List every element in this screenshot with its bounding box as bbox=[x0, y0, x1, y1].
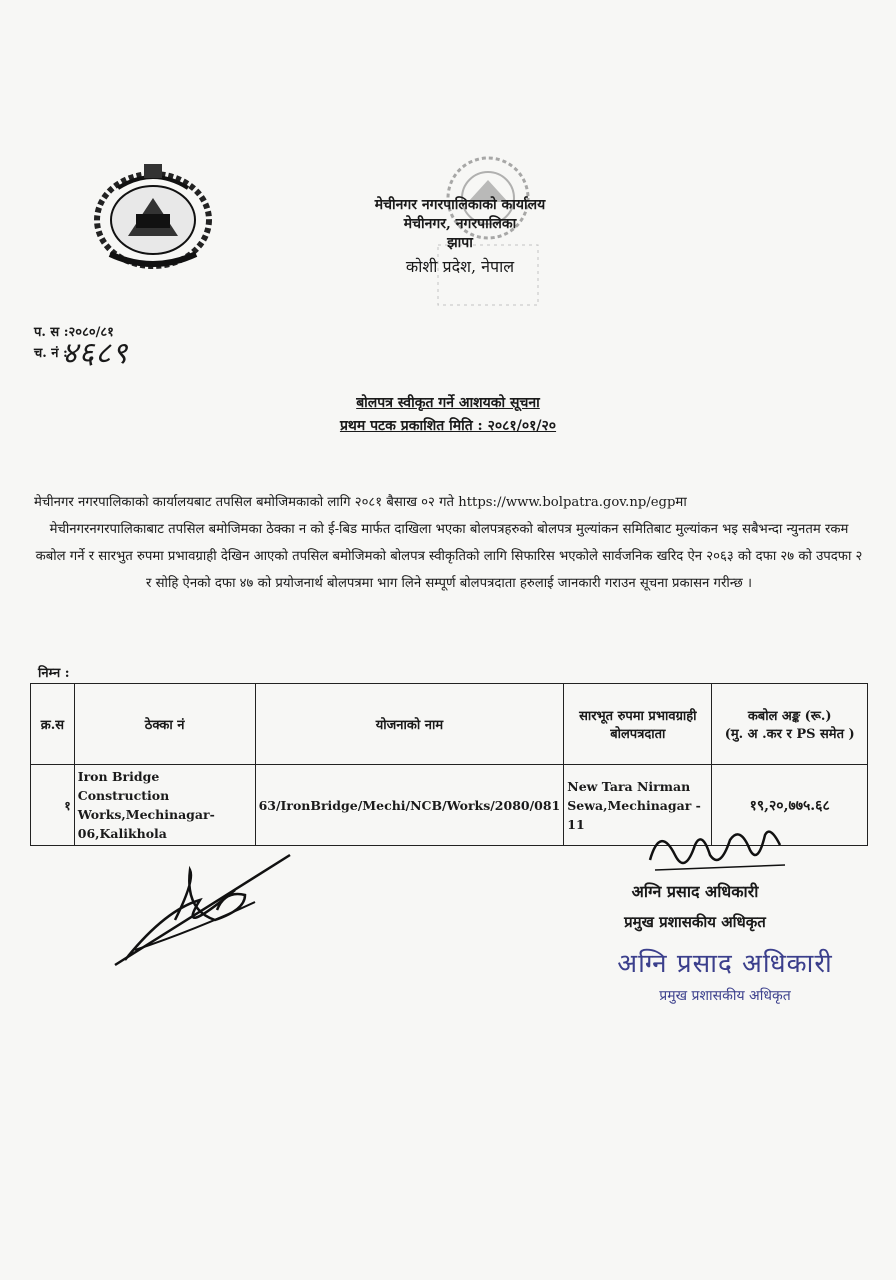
office-name: मेचीनगर नगरपालिकाको कार्यालय bbox=[374, 197, 546, 213]
notice-body bbox=[34, 489, 864, 597]
patra-sankhya: प. स :२०८०/८१ bbox=[34, 325, 114, 340]
header-sn: क्र.स bbox=[31, 684, 75, 765]
chalani-label: च. नं : bbox=[34, 346, 68, 361]
signature-right-icon bbox=[640, 815, 790, 885]
stamp-designation: प्रमुख प्रशासकीय अधिकृत bbox=[659, 988, 791, 1004]
stamp-name: अग्नि प्रसाद अधिकारी bbox=[617, 949, 833, 979]
nepal-government-emblem-icon bbox=[88, 158, 218, 276]
row-sn: १ bbox=[31, 765, 75, 846]
header-amount-line1: कबोल अङ्क (रू.) bbox=[747, 709, 832, 724]
signature-left-icon bbox=[105, 850, 305, 980]
body-paragraph-1: मेचीनगर नगरपालिकाको कार्यालयबाट तपसिल बमोजिमकाको लागि २०८१ बैसाख ०२ गते https://www.bolpatra.gov.np/egpमा bbox=[34, 495, 687, 510]
signatory-block bbox=[560, 880, 830, 932]
district-name: झापा bbox=[447, 235, 473, 251]
header-contract-no: ठेक्का नं bbox=[74, 684, 255, 765]
header-bidder: सारभूत रुपमा प्रभावग्राही बोलपत्रदाता bbox=[564, 684, 712, 765]
municipality-name: मेचीनगर, नगरपालिका bbox=[403, 216, 517, 232]
row-project-name: 63/IronBridge/Mechi/NCB/Works/2080/081 bbox=[255, 765, 564, 846]
row-bidder: New Tara Nirman Sewa,Mechinagar - 11 bbox=[564, 765, 712, 846]
table-label: निम्न : bbox=[38, 666, 70, 681]
name-stamp bbox=[600, 944, 850, 1005]
province-name: कोशी प्रदेश, नेपाल bbox=[405, 257, 515, 276]
signatory-name: अग्नि प्रसाद अधिकारी bbox=[631, 882, 759, 901]
published-date: प्रथम पटक प्रकाशित मिति : २०८१/०१/२० bbox=[339, 418, 557, 434]
row-contract-no: Iron Bridge Construction Works,Mechinagar-06,Kalikhola bbox=[74, 765, 255, 846]
header-project-name: योजनाको नाम bbox=[255, 684, 564, 765]
header-amount bbox=[712, 684, 868, 765]
office-header bbox=[300, 196, 620, 276]
table-header-row bbox=[31, 684, 868, 765]
header-amount-line2: (मु. अ .कर र PS समेत ) bbox=[724, 727, 855, 742]
signatory-designation: प्रमुख प्रशासकीय अधिकृत bbox=[624, 913, 766, 931]
chalani-number: ४६८९ bbox=[62, 336, 129, 371]
row-amount: १९,२०,७७५.६८ bbox=[712, 765, 868, 846]
body-paragraph-2: मेचीनगरनगरपालिकाबाट तपसिल बमोजिमका ठेक्का न को ई-बिड मार्फत दाखिला भएका बोलपत्रहरुको बोलपत्र मुल्यांकन समितिबाट मुल्यांकन भइ सबैभन्दा न्युनतम रकम कबोल गर्ने र सारभुत रुपमा प्रभावग्राही देखिन आएको तपसिल बमोजिमको बोलपत्र स्वीकृतिको लागि सिफारिस भएकोले सार्वजनिक खरिद ऐन २०६३ को दफा २७ को उपदफा २ र सोहि ऐनको दफा ४७ को प्रयोजनार्थ बोलपत्रमा भाग लिने सम्पूर्ण बोलपत्रदाता हरुलाई जानकारी गराउन सूचना प्रकासन गरीन्छ । bbox=[35, 522, 863, 591]
notice-title: बोलपत्र स्वीकृत गर्ने आशयको सूचना bbox=[356, 395, 540, 411]
notice-titles bbox=[0, 392, 896, 438]
